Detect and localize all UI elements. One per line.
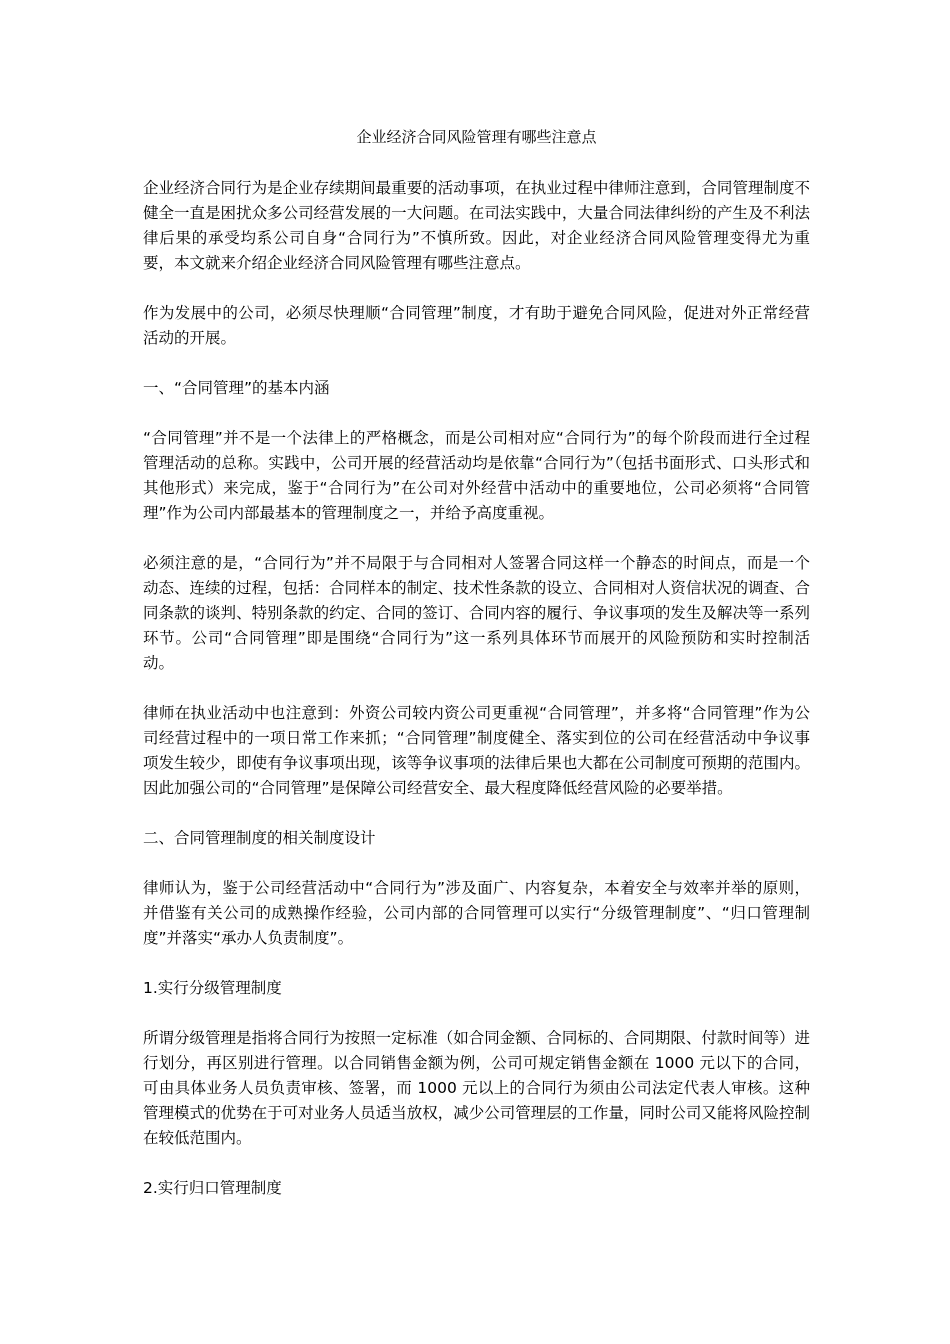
subsection-heading-2: 2.实行归口管理制度 <box>143 1179 282 1197</box>
paragraph-development: 作为发展中的公司，必须尽快理顺“合同管理”制度，才有助于避免合同风险，促进对外正常经营活动的开展。 <box>143 304 810 347</box>
paragraph-observation: 律师在执业活动中也注意到：外资公司较内资公司更重视“合同管理”，并多将“合同管理”作为公司经营过程中的一项日常工作来抓；“合同管理”制度健全、落实到位的公司在经营活动中争议事项发生较少，即使有争议事项出现，该等争议事项的法律后果也大都在公司制度可预期的范围内。因此加强公司的“合同管理”是保障公司经营安全、最大程度降低经营风险的必要举措。 <box>143 704 810 797</box>
section-heading-1: 一、“合同管理”的基本内涵 <box>143 379 330 397</box>
document-page <box>143 124 810 1226</box>
subsection-heading-1: 1.实行分级管理制度 <box>143 979 282 997</box>
section-heading-2: 二、合同管理制度的相关制度设计 <box>143 829 376 847</box>
paragraph-process: 必须注意的是，“合同行为”并不局限于与合同相对人签署合同这样一个静态的时间点，而是一个动态、连续的过程，包括：合同样本的制定、技术性条款的设立、合同相对人资信状况的调查、合同条款的谈判、特别条款的约定、合同的签订、合同内容的履行、争议事项的发生及解决等一系列环节。公司“合同管理”即是围绕“合同行为”这一系列具体环节而展开的风险预防和实时控制活动。 <box>143 554 810 672</box>
paragraph-definition: “合同管理”并不是一个法律上的严格概念，而是公司相对应“合同行为”的每个阶段而进行全过程管理活动的总称。实践中，公司开展的经营活动均是依靠“合同行为”（包括书面形式、口头形式和其他形式）来完成，鉴于“合同行为”在公司对外经营中活动中的重要地位，公司必须将“合同管理”作为公司内部最基本的管理制度之一，并给予高度重视。 <box>143 429 810 522</box>
paragraph-tiered-management: 所谓分级管理是指将合同行为按照一定标准（如合同金额、合同标的、合同期限、付款时间等）进行划分，再区别进行管理。以合同销售金额为例，公司可规定销售金额在 1000 元以下的合同，可由具体业务人员负责审核、签署，而 1000 元以上的合同行为须由公司法定代表人审核。这种管理模式的优势在于可对业务人员适当放权，减少公司管理层的工作量，同时公司又能将风险控制在较低范围内。 <box>143 1029 810 1147</box>
paragraph-intro: 企业经济合同行为是企业存续期间最重要的活动事项，在执业过程中律师注意到，合同管理制度不健全一直是困扰众多公司经营发展的一大问题。在司法实践中，大量合同法律纠纷的产生及不利法律后果的承受均系公司自身“合同行为”不慎所致。因此，对企业经济合同风险管理变得尤为重要，本文就来介绍企业经济合同风险管理有哪些注意点。 <box>143 179 810 272</box>
document-title: 企业经济合同风险管理有哪些注意点 <box>356 128 597 146</box>
paragraph-system-design: 律师认为，鉴于公司经营活动中“合同行为”涉及面广、内容复杂，本着安全与效率并举的原则，并借鉴有关公司的成熟操作经验，公司内部的合同管理可以实行“分级管理制度”、“归口管理制度”并落实“承办人负责制度”。 <box>143 879 810 947</box>
